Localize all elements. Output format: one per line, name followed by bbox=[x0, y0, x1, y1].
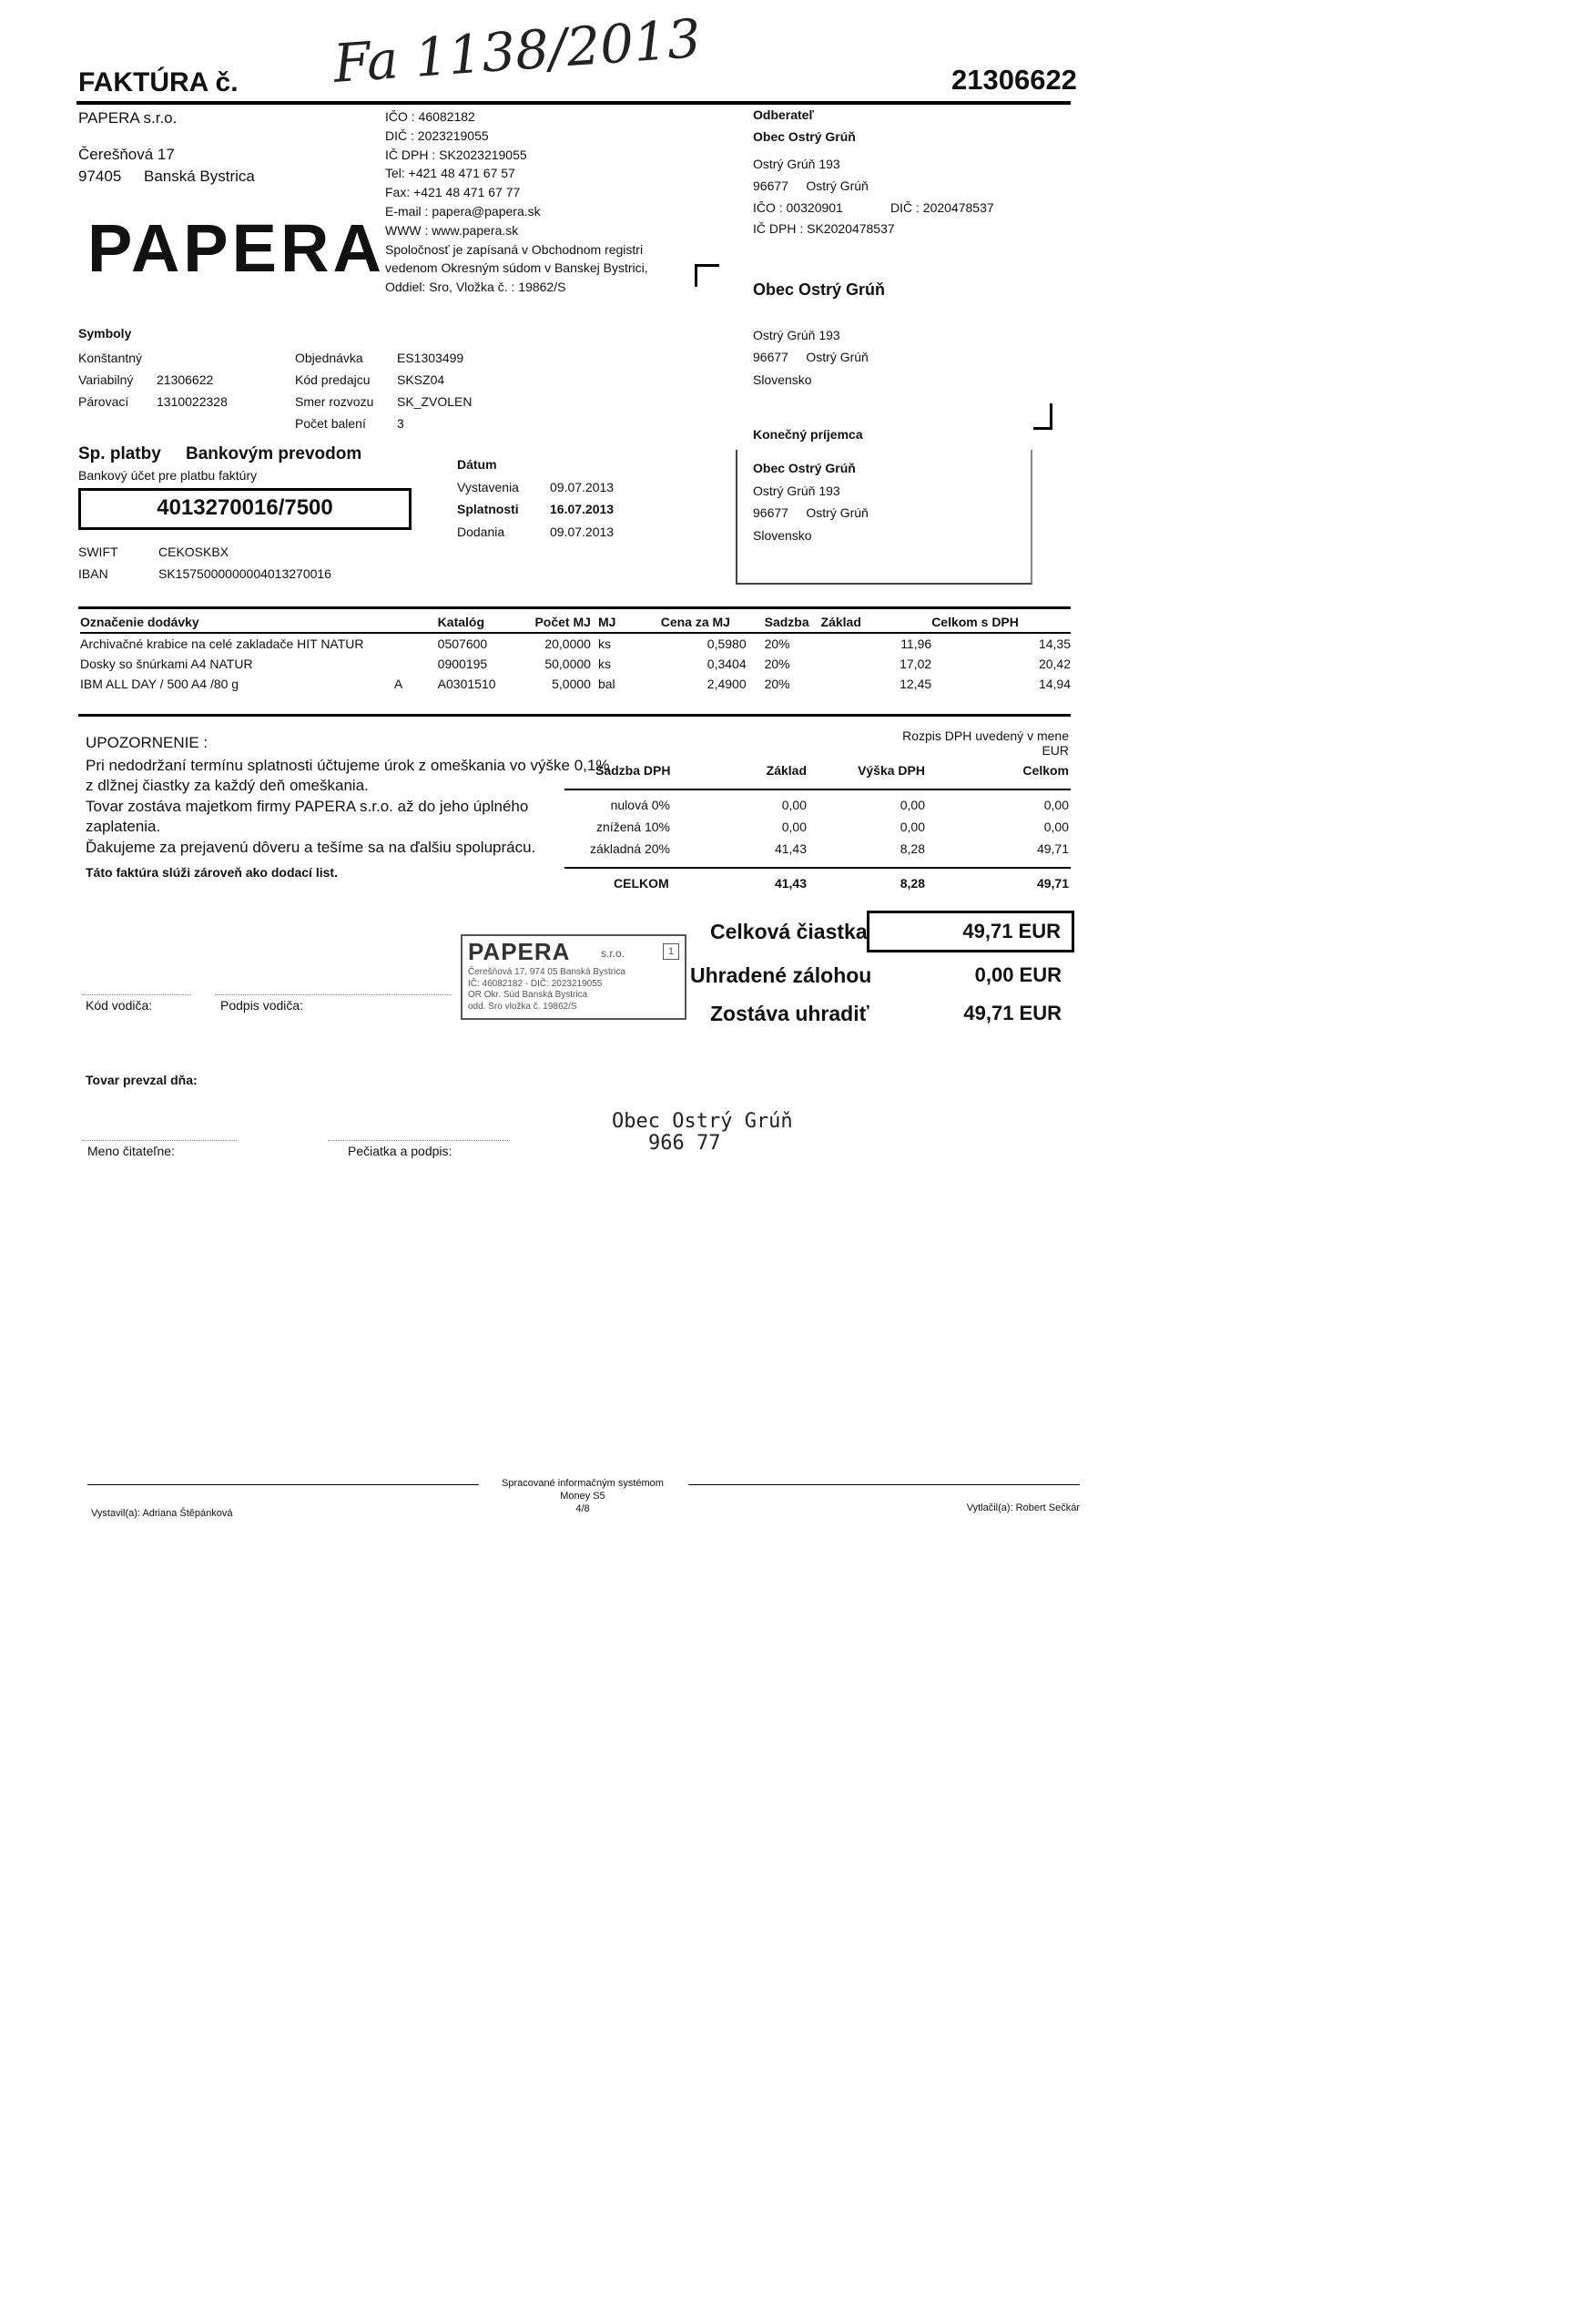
issued-label: Vystavenia bbox=[457, 480, 519, 494]
supplier-email: E-mail : papera@papera.sk bbox=[385, 203, 541, 219]
buyer-dic: DIČ : 2020478537 bbox=[890, 200, 994, 215]
invoice-number: 21306622 bbox=[951, 64, 1077, 96]
table-row bbox=[80, 654, 1071, 674]
item-qty: 5,0000 bbox=[552, 677, 591, 691]
issued-date: 09.07.2013 bbox=[550, 480, 615, 494]
papera-logo: PAPERA bbox=[87, 210, 385, 286]
stamp-logo: PAPERA bbox=[468, 938, 571, 965]
header-rule bbox=[76, 101, 1071, 105]
vat-base: 41,43 bbox=[774, 841, 807, 856]
route-value: SK_ZVOLEN bbox=[397, 394, 473, 409]
symbol-var-label: Variabilný bbox=[78, 372, 134, 387]
dates-label: Dátum bbox=[457, 457, 497, 472]
item-extra: A bbox=[393, 677, 403, 691]
item-total: 14,94 bbox=[1038, 677, 1071, 691]
due-date: 16.07.2013 bbox=[550, 502, 615, 516]
vat-total: 0,00 bbox=[1043, 820, 1069, 834]
packages-value: 3 bbox=[397, 416, 404, 431]
payment-label: Sp. platby bbox=[78, 444, 161, 463]
notice-line: Ďakujeme za prejavenú dôveru a tešíme sa na ďalšiu spoluprácu. bbox=[86, 838, 536, 856]
notice-line: Tovar zostáva majetkom firmy PAPERA s.r.o. až do jeho úplného bbox=[86, 797, 529, 815]
recipient-stamp-name: Obec Ostrý Grúň bbox=[612, 1110, 793, 1133]
invoice-title: FAKTÚRA č. bbox=[78, 67, 239, 97]
item-name: IBM ALL DAY / 500 A4 /80 g bbox=[80, 677, 239, 691]
item-total: 14,35 bbox=[1038, 637, 1071, 651]
final-recipient-country: Slovensko bbox=[753, 528, 812, 543]
total-amount-label: Celková čiastka bbox=[710, 920, 868, 943]
footer-system-line1: Spracované informačným systémom bbox=[502, 1478, 664, 1489]
supplier-city: Banská Bystrica bbox=[144, 168, 255, 185]
supplier-www: WWW : www.papera.sk bbox=[385, 222, 519, 238]
buyer-zip-city: 96677 Ostrý Grúň bbox=[753, 178, 869, 193]
vat-amount: 8,28 bbox=[900, 841, 925, 856]
item-price: 0,3404 bbox=[707, 657, 747, 671]
col-header-rate: Sadzba bbox=[747, 612, 821, 633]
symbol-par-value: 1310022328 bbox=[157, 394, 228, 409]
payment-method: Bankovým prevodom bbox=[186, 444, 362, 463]
due-label: Splatnosti bbox=[457, 502, 519, 516]
swift-value: CEKOSKBX bbox=[158, 545, 229, 559]
col-header-base: Základ bbox=[821, 612, 932, 633]
packages-label: Počet balení bbox=[295, 416, 366, 431]
bank-account-number: 4013270016/7500 bbox=[157, 495, 333, 520]
footer-printed-by: Vytlačil(a): Robert Sečkár bbox=[966, 1502, 1080, 1513]
address-street: Ostrý Grúň 193 bbox=[753, 328, 840, 342]
footer-system bbox=[455, 1477, 710, 1515]
symbol-par-label: Párovací bbox=[78, 394, 129, 409]
driver-code-label: Kód vodiča: bbox=[86, 998, 153, 1013]
stamp-line: IČ: 46082182 - DIČ: 2023219055 bbox=[468, 978, 603, 989]
supplier-street: Čerešňová 17 bbox=[78, 146, 175, 163]
vat-total-vat: 8,28 bbox=[900, 876, 925, 891]
handwritten-reference: Fa 1138/2013 bbox=[331, 6, 703, 96]
item-base: 11,96 bbox=[900, 637, 932, 651]
final-recipient-name: Obec Ostrý Grúň bbox=[753, 461, 856, 475]
table-row bbox=[80, 633, 1071, 654]
item-price: 2,4900 bbox=[707, 677, 747, 691]
vat-rate: základná 20% bbox=[590, 841, 670, 856]
buyer-name: Obec Ostrý Grúň bbox=[753, 129, 856, 144]
advance-label: Uhradené zálohou bbox=[690, 963, 872, 987]
supplier-registry-3: Oddiel: Sro, Vložka č. : 19862/S bbox=[385, 280, 566, 295]
vat-header-vat: Výška DPH bbox=[858, 763, 925, 778]
symbols-label: Symboly bbox=[78, 326, 132, 341]
notice-line: zaplatenia. bbox=[86, 818, 161, 836]
driver-code-line bbox=[82, 994, 191, 995]
item-rate: 20% bbox=[764, 637, 790, 651]
symbol-var-value: 21306622 bbox=[157, 372, 214, 387]
vat-header-rate: Sadzba DPH bbox=[595, 763, 671, 778]
vat-total: 49,71 bbox=[1036, 841, 1069, 856]
vat-total-total: 49,71 bbox=[1036, 876, 1069, 891]
items-table bbox=[80, 612, 1071, 694]
items-bottom-rule bbox=[78, 714, 1071, 717]
item-name: Archivačné krabice na celé zakladače HIT NATUR bbox=[80, 637, 364, 651]
final-recipient-label: Konečný príjemca bbox=[753, 427, 863, 442]
reader-name-line bbox=[82, 1140, 237, 1141]
final-recipient-street: Ostrý Grúň 193 bbox=[753, 484, 840, 498]
iban-label: IBAN bbox=[78, 566, 108, 581]
iban-value: SK1575000000004013270016 bbox=[158, 566, 331, 581]
total-amount-box bbox=[867, 911, 1074, 952]
address-country: Slovensko bbox=[753, 372, 812, 387]
delivery-note: Táto faktúra slúži zároveň ako dodací list. bbox=[86, 865, 338, 880]
symbol-konst-label: Konštantný bbox=[78, 351, 143, 365]
notice-text bbox=[86, 756, 609, 858]
supplier-registry-1: Spoločnosť je zapísaná v Obchodnom registri bbox=[385, 241, 644, 257]
route-label: Smer rozvozu bbox=[295, 394, 374, 409]
items-top-rule bbox=[78, 606, 1071, 609]
item-unit: ks bbox=[597, 657, 611, 671]
item-catalog: A0301510 bbox=[437, 677, 496, 691]
stamp-line: odd. Sro vložka č. 19862/S bbox=[468, 1001, 577, 1012]
bank-account-label: Bankový účet pre platbu faktúry bbox=[78, 468, 258, 483]
supplier-registry-2: vedenom Okresným súdom v Banskej Bystrici, bbox=[385, 260, 648, 276]
remaining-label: Zostáva uhradiť bbox=[710, 1002, 869, 1025]
item-name: Dosky so šnúrkami A4 NATUR bbox=[80, 657, 253, 671]
col-header-unit: MJ bbox=[591, 612, 661, 633]
vat-amount: 0,00 bbox=[900, 820, 925, 834]
supplier-name: PAPERA s.r.o. bbox=[78, 109, 178, 127]
supplier-dic: DIČ : 2023219055 bbox=[385, 127, 489, 143]
supplier-fax: Fax: +421 48 471 67 77 bbox=[385, 185, 521, 200]
stamp-sign-line bbox=[328, 1140, 510, 1141]
table-row bbox=[80, 674, 1071, 694]
supplier-ico: IČO : 46082182 bbox=[385, 109, 475, 124]
window-corner-bottom-right bbox=[1033, 403, 1052, 430]
notice-line: Pri nedodržaní termínu splatnosti účtujeme úrok z omeškania vo výške 0,1% bbox=[86, 757, 610, 774]
driver-sign-line bbox=[215, 994, 452, 995]
swift-label: SWIFT bbox=[78, 545, 118, 559]
buyer-street: Ostrý Grúň 193 bbox=[753, 157, 840, 171]
buyer-label: Odberateľ bbox=[753, 107, 814, 122]
final-recipient-zip-city: 96677 Ostrý Grúň bbox=[753, 505, 869, 520]
bank-account-box bbox=[78, 488, 412, 530]
supplier-tel: Tel: +421 48 471 67 57 bbox=[385, 166, 515, 181]
stamp-suffix: s.r.o. bbox=[601, 947, 625, 960]
vat-total-label: CELKOM bbox=[614, 876, 669, 891]
order-label: Objednávka bbox=[295, 351, 363, 365]
delivery-date: 09.07.2013 bbox=[550, 524, 615, 539]
address-name: Obec Ostrý Grúň bbox=[753, 280, 886, 299]
item-qty: 50,0000 bbox=[544, 657, 591, 671]
supplier-contacts bbox=[385, 107, 648, 297]
address-zip-city: 96677 Ostrý Grúň bbox=[753, 350, 869, 364]
total-amount-value: 49,71 EUR bbox=[962, 920, 1061, 942]
stamp-line: Čerešňová 17, 974 05 Banská Bystrica bbox=[468, 967, 625, 977]
seller-code-label: Kód predajcu bbox=[295, 372, 371, 387]
supplier-zip: 97405 bbox=[78, 168, 122, 185]
vat-amount: 0,00 bbox=[900, 798, 925, 812]
item-rate: 20% bbox=[764, 677, 790, 691]
buyer-ico: IČO : 00320901 bbox=[753, 200, 843, 215]
vat-rate: nulová 0% bbox=[610, 798, 670, 812]
footer-rule-right bbox=[688, 1484, 1080, 1485]
recipient-stamp bbox=[612, 1111, 793, 1155]
item-extra bbox=[394, 654, 438, 674]
window-corner-top-left bbox=[695, 264, 719, 287]
stamp-text bbox=[468, 967, 625, 1013]
vat-header-base: Základ bbox=[766, 763, 807, 778]
reader-name-label: Meno čitateľne: bbox=[87, 1144, 175, 1158]
notice-line: z dlžnej čiastky za každý deň omeškania. bbox=[86, 777, 369, 795]
company-stamp bbox=[461, 934, 686, 1020]
item-extra bbox=[394, 633, 438, 654]
vat-total-base: 41,43 bbox=[774, 876, 807, 891]
vat-base: 0,00 bbox=[781, 798, 807, 812]
remaining-value: 49,71 EUR bbox=[963, 1002, 1062, 1024]
item-qty: 20,0000 bbox=[544, 637, 591, 651]
vat-caption: Rozpis DPH uvedený v mene EUR bbox=[902, 728, 1069, 758]
vat-header-total: Celkom bbox=[1022, 763, 1069, 778]
items-header-row bbox=[80, 612, 1071, 633]
item-catalog: 0507600 bbox=[437, 637, 488, 651]
stamp-number-box: 1 bbox=[663, 943, 679, 960]
footer-issued-by: Vystavil(a): Adriana Štěpánková bbox=[91, 1508, 233, 1519]
advance-value: 0,00 EUR bbox=[974, 963, 1062, 986]
delivery-label: Dodania bbox=[457, 524, 505, 539]
item-base: 17,02 bbox=[900, 657, 932, 671]
item-price: 0,5980 bbox=[707, 637, 747, 651]
item-base: 12,45 bbox=[900, 677, 932, 691]
seller-code-value: SKSZ04 bbox=[397, 372, 445, 387]
recipient-stamp-zip: 966 77 bbox=[648, 1132, 721, 1155]
item-unit: ks bbox=[597, 637, 611, 651]
receipt-title: Tovar prevzal dňa: bbox=[86, 1073, 198, 1087]
item-total: 20,42 bbox=[1038, 657, 1071, 671]
col-header-name: Označenie dodávky bbox=[80, 612, 394, 633]
supplier-icdph: IČ DPH : SK2023219055 bbox=[385, 147, 527, 162]
col-header-catalog: Katalóg bbox=[438, 612, 535, 633]
stamp-sign-label: Pečiatka a podpis: bbox=[348, 1144, 452, 1158]
vat-total-rule bbox=[564, 867, 1071, 869]
col-header-total: Celkom s DPH bbox=[931, 612, 1071, 633]
footer-rule-left bbox=[87, 1484, 479, 1485]
footer-page: 4/8 bbox=[575, 1503, 590, 1514]
vat-rate: znížená 10% bbox=[596, 820, 670, 834]
vat-total: 0,00 bbox=[1043, 798, 1069, 812]
col-header-price: Cena za MJ bbox=[661, 612, 747, 633]
driver-sign-label: Podpis vodiča: bbox=[220, 998, 304, 1013]
order-value: ES1303499 bbox=[397, 351, 464, 365]
col-header-qty: Počet MJ bbox=[534, 612, 590, 633]
notice-title: UPOZORNENIE : bbox=[86, 734, 208, 751]
item-rate: 20% bbox=[764, 657, 790, 671]
item-unit: bal bbox=[597, 677, 615, 691]
vat-header-rule bbox=[564, 789, 1071, 790]
buyer-icdph: IČ DPH : SK2020478537 bbox=[753, 221, 895, 236]
vat-base: 0,00 bbox=[781, 820, 807, 834]
stamp-line: OR Okr. Súd Banská Bystrica bbox=[468, 990, 588, 1000]
item-catalog: 0900195 bbox=[437, 657, 488, 671]
footer-system-line2: Money S5 bbox=[560, 1491, 605, 1502]
